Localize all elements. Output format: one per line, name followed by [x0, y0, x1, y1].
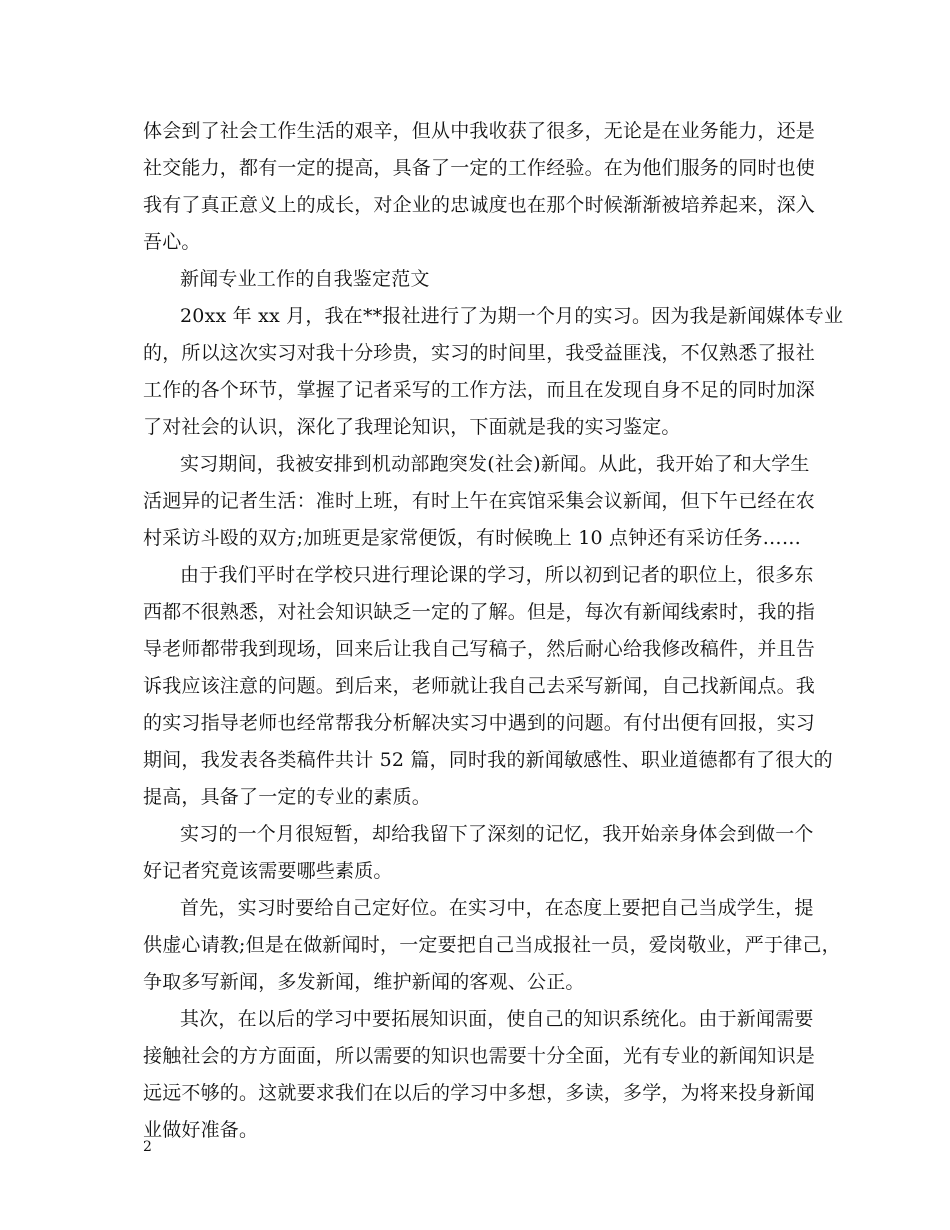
body-line: 远远不够的。这就要求我们在以后的学习中多想，多读，多学，为将来投身新闻 — [143, 1082, 816, 1104]
body-line: 提高，具备了一定的专业的素质。 — [143, 786, 432, 808]
body-line: 业做好准备。 — [143, 1119, 259, 1141]
body-line: 我有了真正意义上的成长，对企业的忠诚度也在那个时候渐渐被培养起来，深入 — [143, 194, 816, 216]
paragraph-start-line: 首先，实习时要给自己定好位。在实习中，在态度上要把自己当成学生，提 — [180, 897, 814, 919]
body-line: 村采访斗殴的双方;加班更是家常便饭，有时候晚上 10 点钟还有采访任务…… — [143, 527, 802, 549]
body-line: 了对社会的认识，深化了我理论知识，下面就是我的实习鉴定。 — [143, 416, 681, 438]
paragraph-start-line: 实习的一个月很短暂，却给我留下了深刻的记忆，我开始亲身体会到做一个 — [180, 823, 814, 845]
paragraph-start-line: 其次，在以后的学习中要拓展知识面，使自己的知识系统化。由于新闻需要 — [180, 1008, 814, 1030]
body-line: 争取多写新闻，多发新闻，维护新闻的客观、公正。 — [143, 971, 585, 993]
body-line: 好记者究竟该需要哪些素质。 — [143, 860, 393, 882]
body-line: 接触社会的方方面面，所以需要的知识也需要十分全面，光有专业的新闻知识是 — [143, 1045, 816, 1067]
paragraph-start-line: 由于我们平时在学校只进行理论课的学习，所以初到记者的职位上，很多东 — [180, 564, 814, 586]
body-line: 的实习指导老师也经常帮我分析解决实习中遇到的问题。有付出便有回报，实习 — [143, 712, 816, 734]
paragraph-start-line: 20xx 年 xx 月，我在**报社进行了为期一个月的实习。因为我是新闻媒体专业 — [180, 305, 844, 327]
page-number: 2 — [143, 1139, 152, 1155]
body-line: 西都不很熟悉，对社会知识缺乏一定的了解。但是，每次有新闻线索时，我的指 — [143, 601, 816, 623]
body-line: 吾心。 — [143, 231, 201, 253]
paragraph-start-line: 实习期间，我被安排到机动部跑突发(社会)新闻。从此，我开始了和大学生 — [180, 453, 810, 475]
body-line: 供虚心请教;但是在做新闻时，一定要把自己当成报社一员，爱岗敬业，严于律己， — [143, 934, 841, 956]
body-line: 社交能力，都有一定的提高，具备了一定的工作经验。在为他们服务的同时也使 — [143, 157, 816, 179]
body-line: 的，所以这次实习对我十分珍贵，实习的时间里，我受益匪浅，不仅熟悉了报社 — [143, 342, 816, 364]
body-line: 导老师都带我到现场，回来后让我自己写稿子，然后耐心给我修改稿件，并且告 — [143, 638, 816, 660]
body-line: 工作的各个环节，掌握了记者采写的工作方法，而且在发现自身不足的同时加深 — [143, 379, 816, 401]
body-line: 诉我应该注意的问题。到后来，老师就让我自己去采写新闻，自己找新闻点。我 — [143, 675, 816, 697]
section-heading: 新闻专业工作的自我鉴定范文 — [180, 268, 430, 290]
body-line: 期间，我发表各类稿件共计 52 篇，同时我的新闻敏感性、职业道德都有了很大的 — [143, 749, 833, 771]
document-body — [143, 113, 844, 1149]
body-line: 活迥异的记者生活：准时上班，有时上午在宾馆采集会议新闻，但下午已经在农 — [143, 490, 816, 512]
body-line: 体会到了社会工作生活的艰辛，但从中我收获了很多，无论是在业务能力，还是 — [143, 120, 816, 142]
